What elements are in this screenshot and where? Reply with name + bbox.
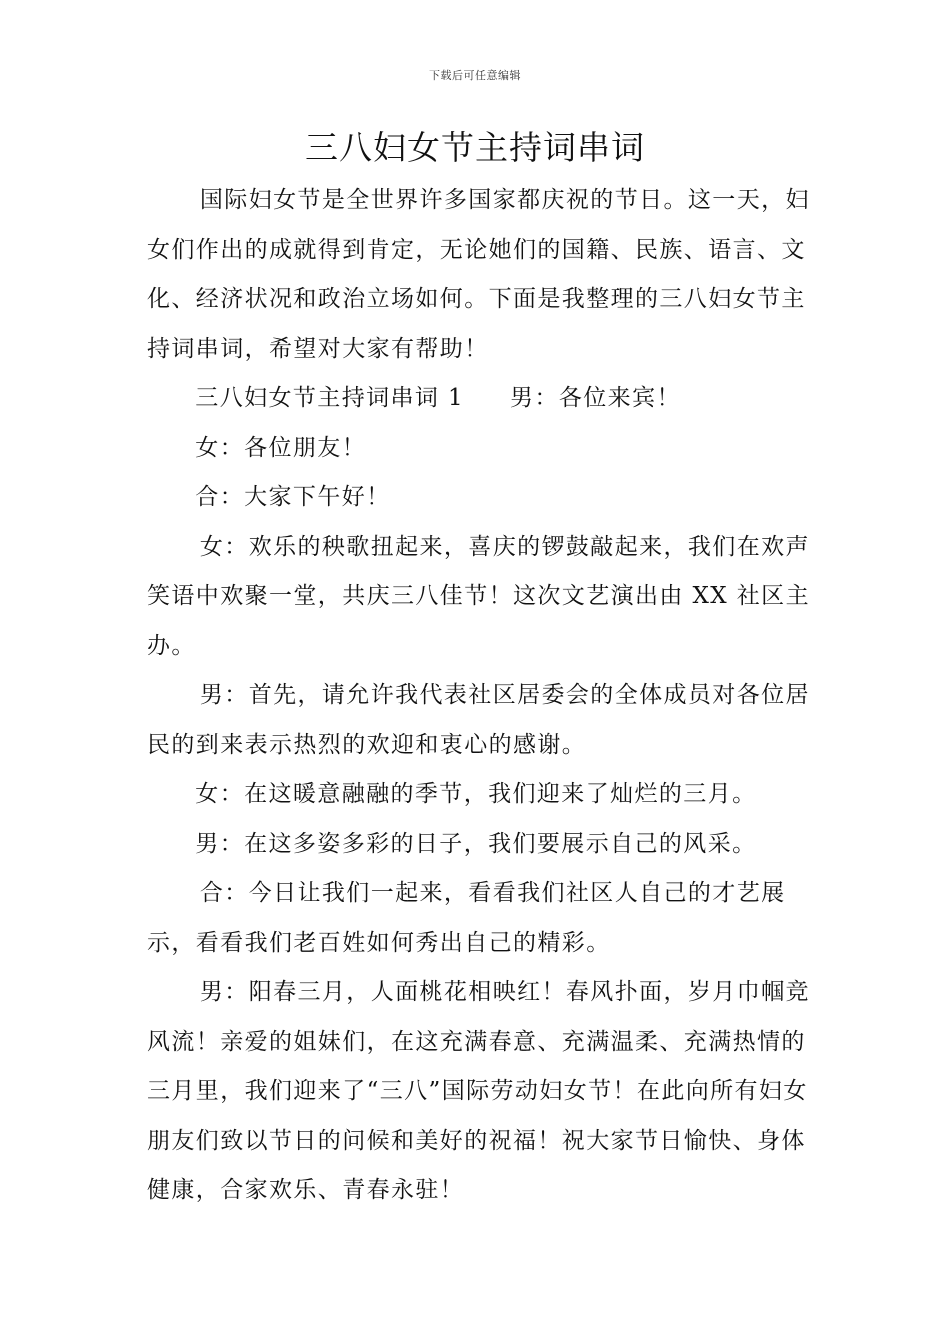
section-first-line: 男：各位来宾！ [510, 385, 681, 411]
dialogue-paragraph: 合：今日让我们一起来，看看我们社区人自己的才艺展示，看看我们老百姓如何秀出自己的精彩。 [147, 880, 786, 956]
document-body [147, 176, 823, 1216]
dialogue-paragraph: 男：首先，请允许我代表社区居委会的全体成员对各位居民的到来表示热烈的欢迎和衷心的感谢。 [147, 682, 810, 758]
dialogue-paragraph: 合：大家下午好！ [195, 484, 391, 510]
dialogue-paragraph: 男：在这多姿多彩的日子，我们要展示自己的风采。 [195, 830, 757, 857]
dialogue-paragraph: 女：欢乐的秧歌扭起来，喜庆的锣鼓敲起来，我们在欢声笑语中欢聚一堂，共庆三八佳节！这次文艺演出由 XX 社区主办。 [147, 533, 810, 659]
header-note: 下载后可任意编辑 [429, 69, 521, 82]
dialogue-paragraph: 女：各位朋友！ [195, 434, 367, 461]
document-title: 三八妇女节主持词串词 [305, 128, 645, 167]
dialogue-paragraph: 女：在这暖意融融的季节，我们迎来了灿烂的三月。 [195, 781, 757, 807]
dialogue-paragraph: 男：阳春三月，人面桃花相映红！春风扑面，岁月巾帼竞风流！亲爱的姐妹们，在这充满春意、充满温柔、充满热情的三月里，我们迎来了“三八”国际劳动妇女节！在此向所有妇女朋友们致以节日的问候和美好的祝福！祝大家节日愉快、身体健康，合家欢乐、青春永驻！ [147, 979, 810, 1203]
intro-paragraph: 国际妇女节是全世界许多国家都庆祝的节日。这一天，妇女们作出的成就得到肯定，无论她们的国籍、民族、语言、文化、经济状况和政治立场如何。下面是我整理的三八妇女节主持词串词，希望对大家有帮助！ [147, 187, 810, 362]
section-heading-line [147, 374, 823, 424]
section-heading: 三八妇女节主持词串词 1 [195, 385, 465, 411]
